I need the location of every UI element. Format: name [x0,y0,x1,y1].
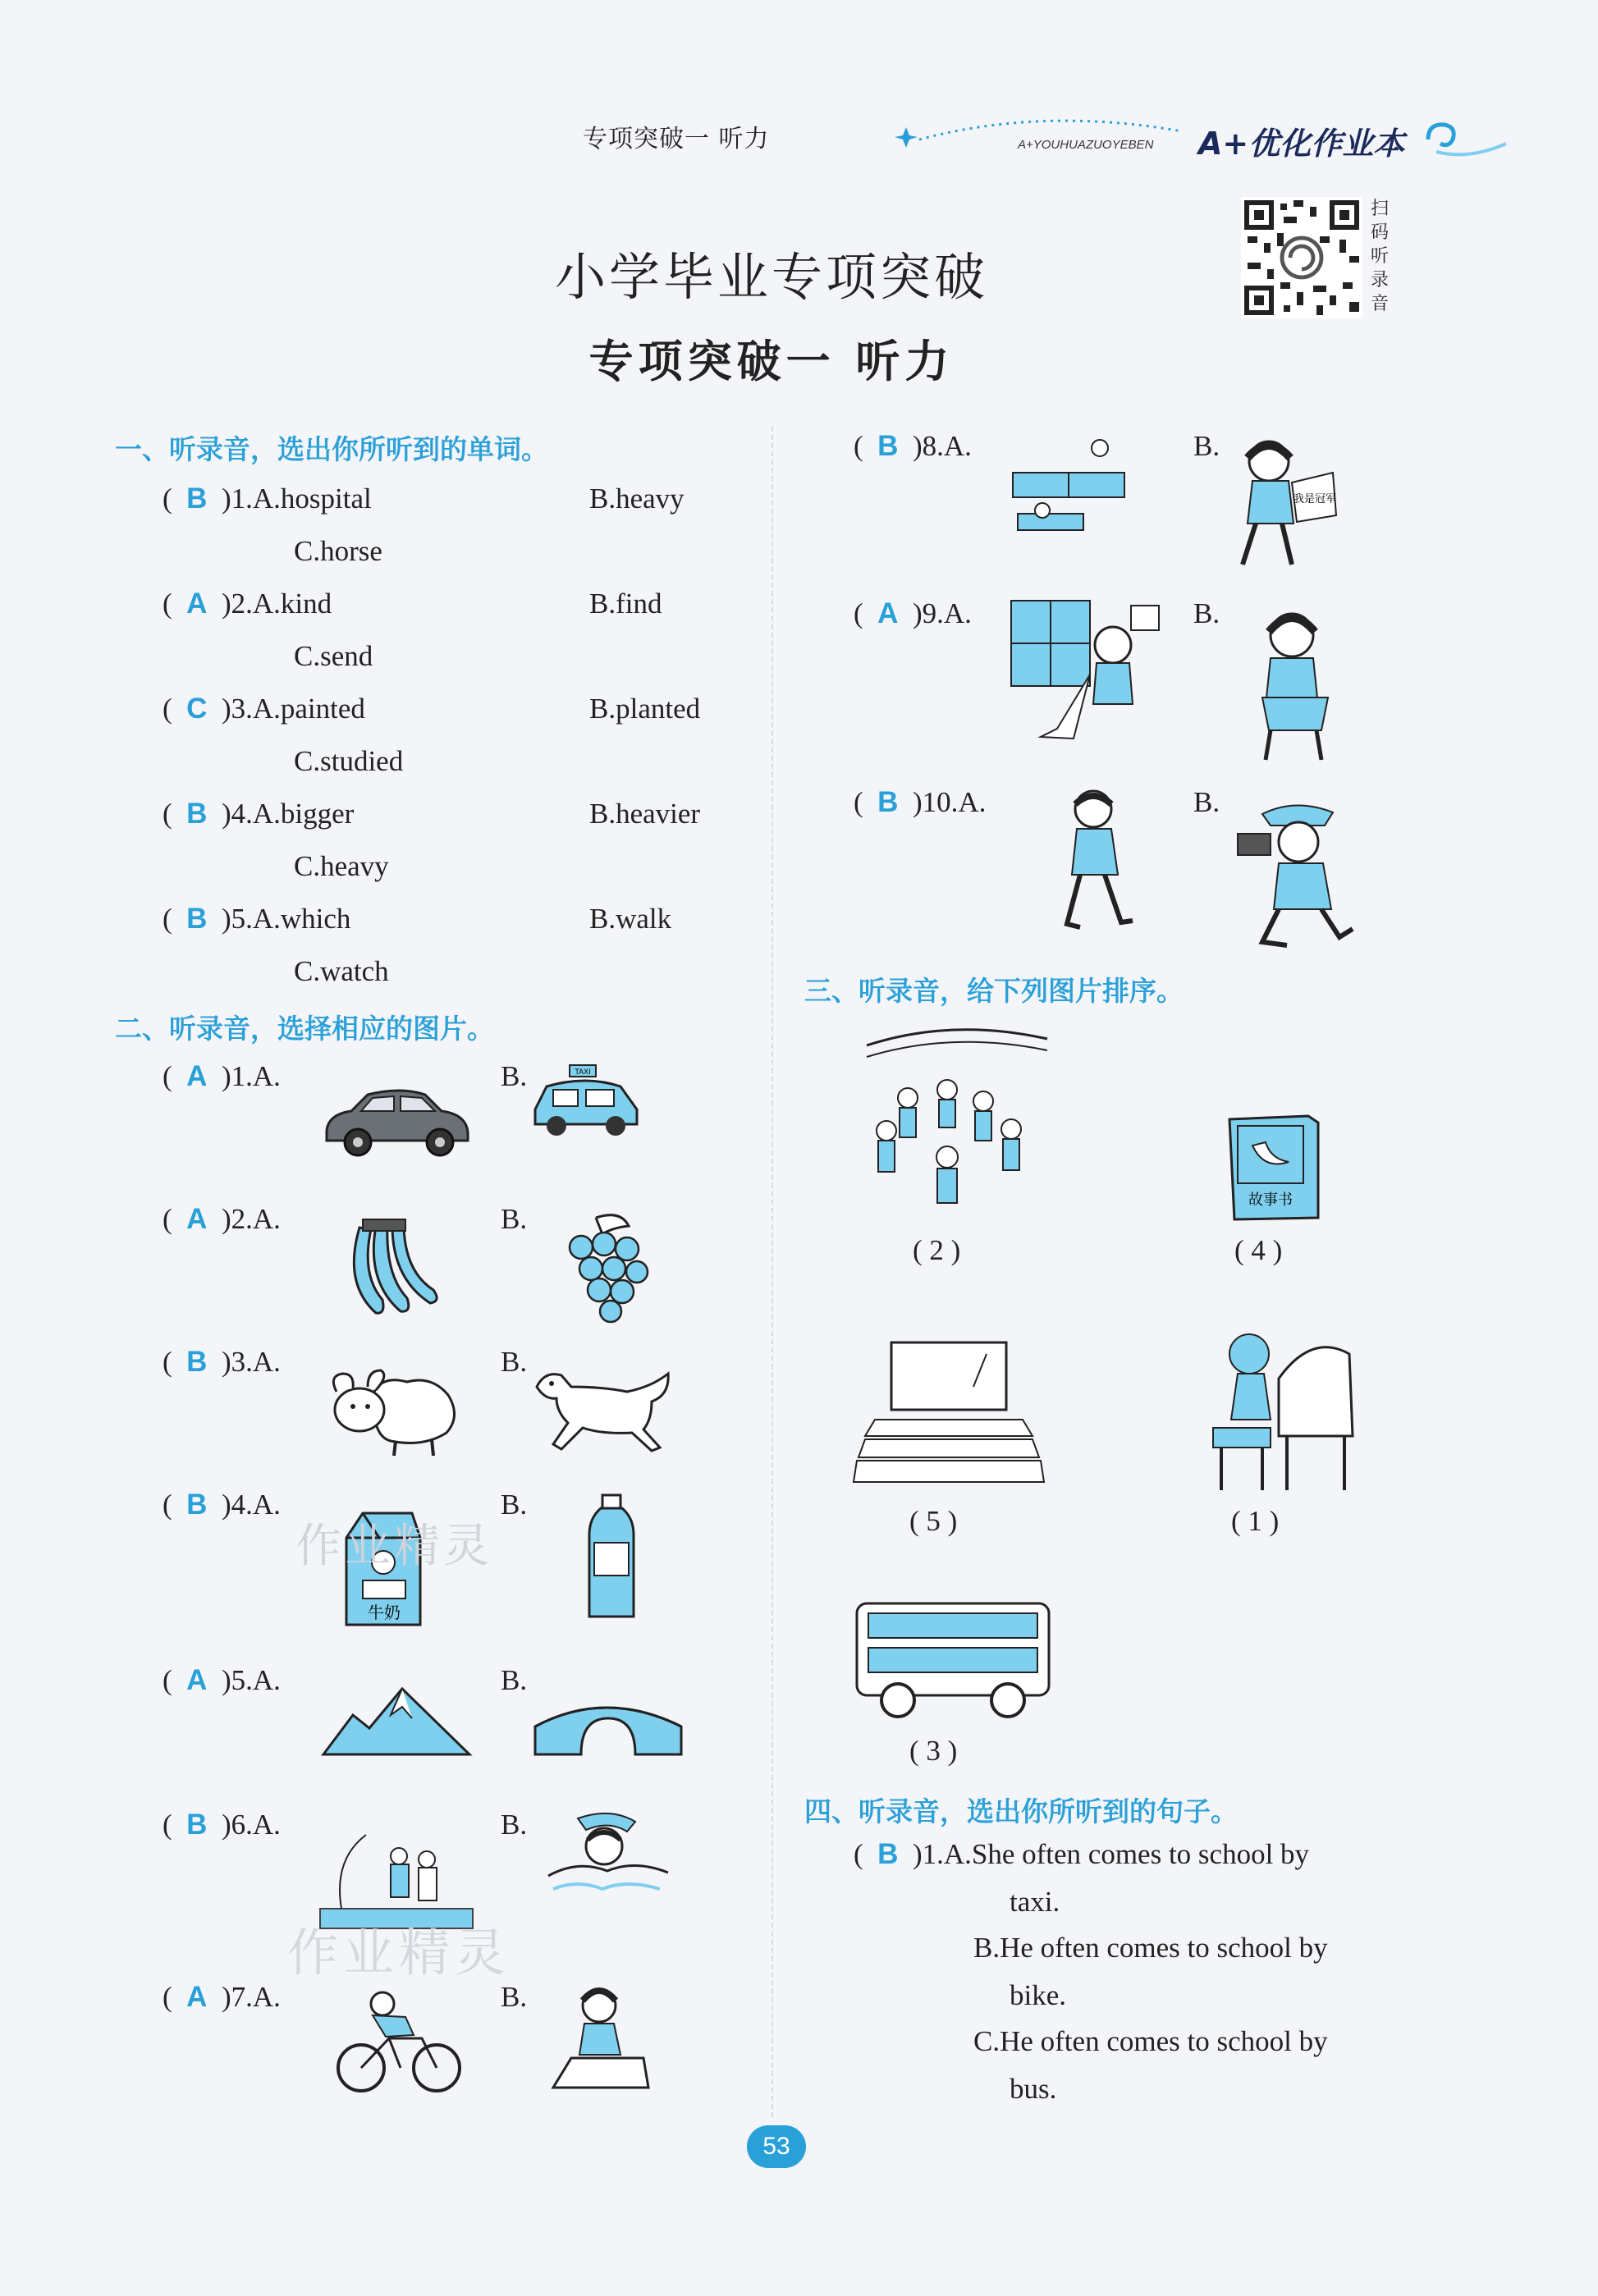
taxi-icon [529,1062,643,1141]
qr-code-icon[interactable] [1241,197,1362,318]
part1-question-4: ( B )4.A.bigger [163,798,355,830]
option-c: C.horse [294,535,382,567]
answer[interactable]: B [186,1489,208,1521]
option-a: )3.A.painted [221,693,365,725]
answer[interactable]: A [186,1060,208,1092]
cinema-icon [850,1338,1046,1485]
sweeping-boy-icon [1008,597,1167,742]
answer[interactable]: B [186,903,208,935]
part1-question-3: ( C )3.A.painted [163,693,365,725]
taxi-sign-text: TAXI [575,1068,591,1076]
bananas-icon [343,1218,448,1320]
answer[interactable]: A [186,588,208,620]
option-b: B. [501,1346,528,1378]
grapes-icon [563,1210,655,1328]
piano-icon [1205,1329,1358,1493]
order-label-cinema[interactable]: ( 5 ) [909,1505,958,1537]
header-brand: A+优化作业本 [1198,126,1405,162]
option-b: B.heavy [589,483,685,515]
option-b: B. [501,1489,528,1521]
option-b: B. [501,1203,528,1235]
option-a: )2.A.kind [221,588,332,620]
watermark: 作业精灵 [295,1520,492,1573]
answer[interactable]: B [877,430,899,462]
option-a: )9.A. [912,597,972,629]
option-b-cont: bike. [1010,1979,1067,2011]
part2-question-4: ( B )4.A. [163,1489,281,1521]
answer[interactable]: A [877,597,899,629]
option-b: B.planted [589,693,701,725]
option-a: )10.A. [912,786,987,818]
option-b: B. [1193,597,1220,629]
answer[interactable]: B [186,483,208,515]
part2-question-10: ( B )10.A. [854,786,987,818]
part2-question-3: ( B )3.A. [163,1346,281,1378]
milk-label-text: 牛奶 [368,1603,401,1622]
qr-label-char: 听 [1371,246,1390,267]
watermark: 作业精灵 [287,1923,511,1983]
option-b: B. [501,1981,528,2013]
answer[interactable]: A [186,1981,208,2013]
part2-question-7: ( A )7.A. [163,1981,281,2013]
option-a: )2.A. [221,1203,281,1235]
part4-question-1: ( B )1.A.She often comes to school by [854,1838,1310,1870]
option-b: B. [1193,786,1220,818]
option-a-cont: taxi. [1010,1886,1060,1918]
horse-icon [529,1362,676,1457]
option-a: )7.A. [221,1981,281,2013]
option-c: C.studied [294,745,404,777]
part2-question-6: ( B )6.A. [163,1809,281,1841]
option-a: )8.A. [912,430,972,462]
option-a: )1.A.hospital [221,483,372,515]
girl-icon [547,1984,653,2094]
option-c: C.watch [294,955,389,987]
part2-question-9: ( A )9.A. [854,597,972,629]
answer[interactable]: B [877,786,899,818]
option-b: B.walk [589,903,672,935]
option-b: B. [501,1664,528,1696]
qr-label-char: 扫 [1371,199,1390,219]
part2-question-8: ( B )8.A. [854,430,972,462]
option-b: B. [1193,430,1220,462]
swimming-icon [545,1810,673,1909]
answer[interactable]: A [186,1203,208,1235]
option-a: )1.A. [221,1060,281,1092]
mountain-icon [320,1682,473,1758]
part3-heading: 三、听录音，给下列图片排序。 [804,975,1184,1007]
walking-boy-icon [1051,788,1138,932]
page-number: 53 [747,2125,806,2168]
story-book-icon [1223,1113,1323,1224]
cycling-icon [332,1989,466,2094]
page-subtitle: 专项突破一 听力 [588,335,955,387]
answer[interactable]: C [186,693,208,725]
option-a: )5.A. [221,1664,281,1696]
option-a: A.She often comes to school by [943,1838,1310,1870]
order-label-dancing[interactable]: ( 2 ) [913,1234,961,1266]
sheep-icon [325,1367,460,1459]
order-label-book[interactable]: ( 4 ) [1234,1234,1283,1266]
header-sub-brand: A+YOUHUAZUOYEBEN [1018,138,1154,152]
column-divider [772,427,773,2117]
bridge-icon [532,1685,685,1758]
qr-label-char: 码 [1371,222,1390,243]
option-b: B.He often comes to school by [973,1932,1328,1964]
order-label-piano[interactable]: ( 1 ) [1231,1505,1280,1537]
qr-label-char: 音 [1371,294,1390,314]
swirl-icon [1420,115,1510,164]
page-title: 小学毕业专项突破 [554,247,988,307]
option-c: C.heavy [294,850,389,882]
option-a: )4.A.bigger [221,798,355,830]
option-c: C.send [294,640,373,672]
part2-question-5: ( A )5.A. [163,1664,281,1696]
option-c: C.He often comes to school by [973,2025,1328,2057]
answer[interactable]: A [186,1664,208,1696]
option-a: )5.A.which [221,903,351,935]
option-b: B.find [589,588,662,620]
winner-girl-icon [1223,433,1338,569]
answer[interactable]: B [186,1346,208,1378]
story-book-text: 故事书 [1248,1191,1293,1209]
part2-question-1: ( A )1.A. [163,1060,281,1092]
option-b: B.heavier [589,798,701,830]
part1-heading: 一、听录音，选出你所听到的单词。 [115,433,548,465]
ping-pong-icon [1010,432,1131,540]
part1-question-5: ( B )5.A.which [163,903,351,935]
option-a: )6.A. [221,1809,281,1841]
dancing-children-icon [862,1021,1051,1231]
option-a: )3.A. [221,1346,281,1378]
page-section-label: 专项突破一 听力 [583,125,770,153]
bus-icon [852,1597,1054,1722]
part2-question-2: ( A )2.A. [163,1203,281,1235]
option-c-cont: bus. [1010,2073,1057,2105]
option-b: B. [501,1809,528,1841]
answer[interactable]: B [186,1809,208,1841]
order-label-bus[interactable]: ( 3 ) [909,1735,958,1767]
option-a: )4.A. [221,1489,281,1521]
car-icon [318,1082,474,1160]
winner-sign-text: 我是冠军 [1293,493,1337,505]
qr-label [1371,197,1395,316]
washing-girl-icon [1243,607,1346,763]
answer[interactable]: B [186,798,208,830]
answer[interactable]: B [877,1838,899,1870]
part4-heading: 四、听录音，选出你所听到的句子。 [804,1795,1238,1827]
part1-question-1: ( B )1.A.hospital [163,483,372,515]
part1-question-2: ( A )2.A.kind [163,588,332,620]
water-bottle-icon [584,1493,639,1623]
option-b: B. [501,1060,528,1092]
qr-label-char: 录 [1371,270,1390,290]
question-number: )1. [912,1838,944,1870]
camera-boy-icon [1229,798,1354,950]
part2-heading: 二、听录音，选择相应的图片。 [115,1013,494,1045]
